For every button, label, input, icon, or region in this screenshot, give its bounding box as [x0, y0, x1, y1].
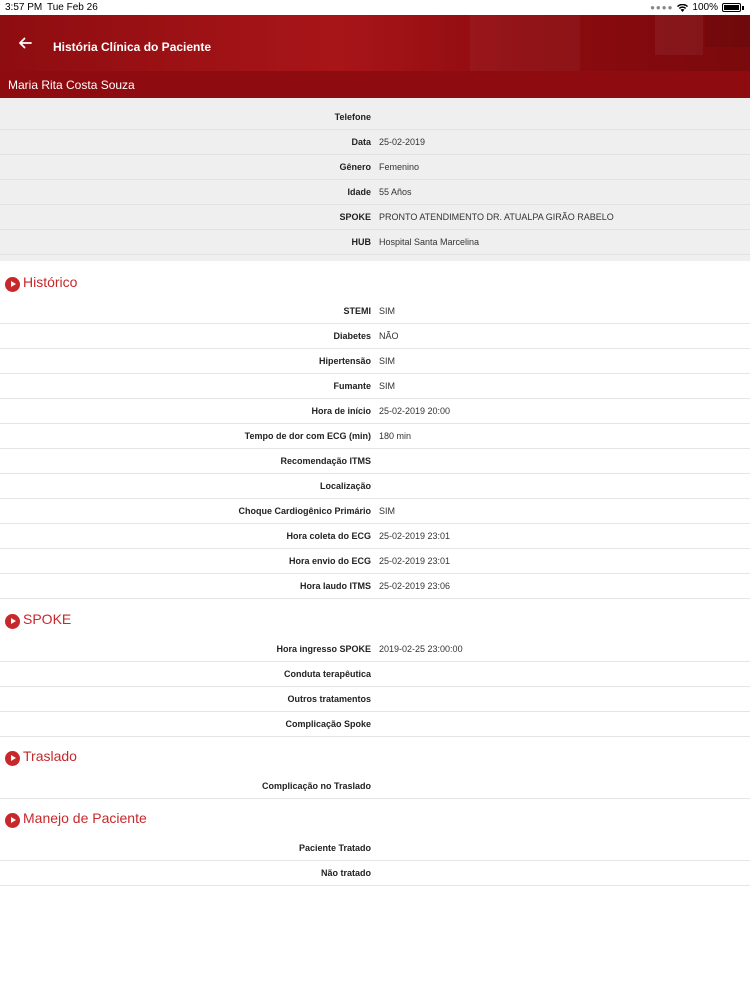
play-circle-icon [5, 751, 20, 766]
info-row-hub [0, 230, 750, 255]
wifi-icon [677, 4, 688, 12]
battery-icon [722, 3, 741, 12]
field-value: 25-02-2019 23:06 [379, 581, 451, 591]
field-label: STEMI [343, 306, 371, 316]
info-row-spoke [0, 205, 750, 230]
field-label: Hora envio do ECG [288, 556, 371, 566]
section-header-historico [0, 273, 750, 297]
historico-row-hipertensao [0, 349, 750, 374]
field-label: Recomendação ITMS [280, 456, 371, 466]
info-value: 55 Años [379, 187, 412, 197]
field-label: Não tratado [320, 868, 371, 878]
field-label: Paciente Tratado [298, 843, 371, 853]
field-label: Complicação Spoke [285, 719, 371, 729]
historico-row-hora-inicio [0, 399, 750, 424]
info-value: Hospital Santa Marcelina [379, 237, 480, 247]
historico-row-laudo-itms [0, 574, 750, 599]
info-value: Femenino [379, 162, 420, 172]
back-arrow-icon[interactable] [14, 32, 36, 54]
historico-row-stemi [0, 299, 750, 324]
info-label: Idade [347, 187, 371, 197]
historico-row-choque [0, 499, 750, 524]
signal-icon: ●●●● [650, 3, 674, 12]
field-label: Diabetes [333, 331, 371, 341]
info-row-genero [0, 155, 750, 180]
field-label: Complicação no Traslado [261, 781, 371, 791]
spoke-row-complicacao [0, 712, 750, 737]
play-circle-icon [5, 813, 20, 828]
app-bar [0, 15, 750, 71]
spoke-row-ingresso [0, 637, 750, 662]
field-label: Hora de início [311, 406, 371, 416]
battery-percent: 100% [692, 2, 718, 13]
field-label: Hora ingresso SPOKE [276, 644, 371, 654]
field-value: 25-02-2019 20:00 [379, 406, 451, 416]
historico-row-localizacao [0, 474, 750, 499]
manejo-row-tratado [0, 836, 750, 861]
field-label: Fumante [333, 381, 371, 391]
patient-info [0, 98, 750, 261]
info-label: Telefone [334, 112, 371, 122]
field-value: 2019-02-25 23:00:00 [379, 644, 463, 654]
section-title: Traslado [23, 748, 77, 764]
historico-row-diabetes [0, 324, 750, 349]
historico-row-tempo-dor [0, 424, 750, 449]
status-indicators [650, 2, 744, 13]
field-label: Hipertensão [318, 356, 371, 366]
field-value: SIM [379, 306, 396, 316]
field-label: Hora laudo ITMS [299, 581, 371, 591]
section-header-traslado [0, 747, 750, 771]
section-header-spoke [0, 610, 750, 634]
historico-row-recomendacao [0, 449, 750, 474]
info-label: HUB [351, 237, 371, 247]
field-value: 180 min [379, 431, 412, 441]
info-label: Gênero [339, 162, 371, 172]
info-row-data [0, 130, 750, 155]
info-value: 25-02-2019 [379, 137, 426, 147]
patient-name: Maria Rita Costa Souza [8, 78, 135, 92]
traslado-row-complicacao [0, 774, 750, 799]
play-circle-icon [5, 614, 20, 629]
section-title: SPOKE [23, 611, 72, 627]
field-value: SIM [379, 356, 396, 366]
info-label: Data [351, 137, 371, 147]
field-label: Outros tratamentos [287, 694, 371, 704]
historico-row-coleta-ecg [0, 524, 750, 549]
info-row-telefone [0, 105, 750, 130]
play-circle-icon [5, 277, 20, 292]
section-header-manejo [0, 809, 750, 833]
status-bar [0, 0, 750, 15]
field-label: Hora coleta do ECG [286, 531, 371, 541]
info-label: SPOKE [339, 212, 371, 222]
field-value: 25-02-2019 23:01 [379, 556, 451, 566]
field-value: 25-02-2019 23:01 [379, 531, 451, 541]
field-label: Tempo de dor com ECG (min) [244, 431, 371, 441]
field-label: Conduta terapêutica [283, 669, 371, 679]
spoke-row-outros [0, 687, 750, 712]
patient-bar [0, 71, 750, 98]
section-title: Manejo de Paciente [23, 810, 147, 826]
field-value: SIM [379, 506, 396, 516]
field-label: Choque Cardiogênico Primário [238, 506, 371, 516]
historico-row-fumante [0, 374, 750, 399]
status-time: 3:57 PM [5, 2, 43, 13]
field-value: NÃO [379, 331, 399, 341]
manejo-row-nao-tratado [0, 861, 750, 886]
spoke-row-conduta [0, 662, 750, 687]
field-value: SIM [379, 381, 396, 391]
section-title: Histórico [23, 274, 78, 290]
info-row-idade [0, 180, 750, 205]
historico-row-envio-ecg [0, 549, 750, 574]
page-title: História Clínica do Paciente [53, 40, 212, 54]
field-label: Localização [319, 481, 371, 491]
info-value: PRONTO ATENDIMENTO DR. ATUALPA GIRÃO RABELO [379, 212, 614, 222]
status-date: Tue Feb 26 [47, 2, 98, 13]
